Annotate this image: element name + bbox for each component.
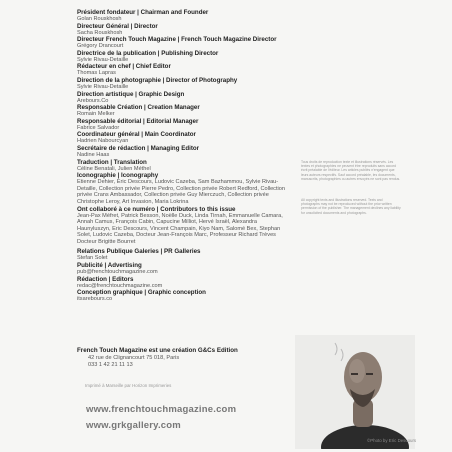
credit-entry <box>77 77 292 91</box>
portrait-photo <box>295 335 415 449</box>
credit-role: Président fondateur | Chairman and Founder <box>77 9 209 16</box>
credit-entry <box>77 206 292 246</box>
credit-entry <box>77 50 292 64</box>
credit-name: pub@frenchtouchmagazine.com <box>77 269 158 276</box>
credit-entry <box>77 262 292 276</box>
credit-role: Traduction | Translation <box>77 158 147 166</box>
legal-notice-en: All copyright texts and illustrations reserved. Texts and photographs may not be reproduced without the prior written permission of the publisher. The management declines any liability for unsolicited documents and photographs. <box>301 198 401 215</box>
credit-entry <box>77 118 292 132</box>
address-line: 42 rue de Clignancourt 75 018, Paris <box>88 355 180 361</box>
credit-name: redac@frenchtouchmagazine.com <box>77 282 163 289</box>
credit-name: Arebours.Co <box>77 97 109 104</box>
photo-caption: ©Photo by Eric Descours <box>367 438 417 443</box>
credit-name: Fabrice Salvador <box>77 124 120 131</box>
credit-entry <box>77 145 292 159</box>
credit-entry <box>77 23 292 37</box>
credit-name: Etienne Dehier, Eric Descours, Ludovic Cazeba, Sam Bazhammou, Sylvie Rivau-Detaille, Collection privée Pierre Pedro, Collection privée Robert Redford, Collection privée Crans Ambassador, Collection privée Guy Mierczuch, Collection privée Christophe Leroy, Art Invasion, Maria Lokrina <box>77 179 286 205</box>
credit-name: Sylvie Rivau-Detaille <box>77 83 129 90</box>
credit-entry <box>77 289 292 303</box>
credit-entry <box>77 131 292 145</box>
credit-role: Ont collaboré à ce numéro | Contributors to this issue <box>77 205 236 213</box>
credit-role: Secrétaire de rédaction | Managing Editor <box>77 144 200 152</box>
credit-name: Céline Benatali, Julien Méthel <box>77 165 151 172</box>
credit-name: Nadine Haas <box>77 151 110 158</box>
credit-entry <box>77 248 292 262</box>
credits-column <box>77 9 292 303</box>
credit-entry <box>77 91 292 105</box>
credit-role: Responsable Création | Creation Manager <box>77 104 200 112</box>
credit-name: Golan Rouskhosh <box>77 16 122 22</box>
credit-role: Directeur French Touch Magazine | French Touch Magazine Director <box>77 36 277 44</box>
credit-name: Thomas Lapras <box>77 70 116 77</box>
credit-role: Rédaction | Editors <box>77 275 134 283</box>
credit-entry <box>77 172 292 205</box>
publisher-address <box>88 355 179 368</box>
credit-name: Stefan Solet <box>77 255 108 262</box>
credit-entry <box>77 9 292 23</box>
magazine-url-link[interactable]: www.frenchtouchmagazine.com <box>86 404 237 415</box>
gallery-url-link[interactable]: www.grkgallery.com <box>86 420 181 431</box>
credit-role: Directrice de la publication | Publishing Director <box>77 49 219 57</box>
printer-note: Imprimé à Marseille par Horizon Imprimeries <box>85 383 172 388</box>
credit-entry <box>77 104 292 118</box>
phone-line: 033 1 42 21 11 13 <box>88 361 133 368</box>
credit-role: Publicité | Advertising <box>77 262 142 270</box>
credit-entry <box>77 36 292 50</box>
credit-name: Sacha Rouskhosh <box>77 29 123 36</box>
credit-entry <box>77 63 292 77</box>
legal-notice-fr: Tous droits de reproduction texte et illustrations réservés. Les textes et photographies ne peuvent être reproduits sans accord écrit préalable de l'éditeur. Les articles publiés n'engagent que leurs auteurs respectifs. Sauf accord préalable, les documents, manuscrits, photographies ou autres envoyés ne sont pas rendus. <box>301 160 401 181</box>
credit-role: Conception graphique | Graphic conception <box>77 289 206 297</box>
credit-role: Relations Publique Galeries | PR Galleries <box>77 248 201 256</box>
credit-name: Sylvie Rivau-Detaille <box>77 56 129 63</box>
credit-name: Jean-Pax Méfret, Patrick Besson, Noëlle Duck, Linda Tirnah, Emmanuelle Camara, Annah Camus, François Cabin, Capucine Milliot, Hervé Israël, Alexandra Haunyluszyn, Eric Descours, Vincent Champain, Kiyo Nam, Salomé Bex, Stephan Solet, Ludovic Cazeba, Docteur Jean-François Marc, Professeur Richard Trèves Docteur Brigitte Bourret <box>77 212 283 245</box>
credit-entry <box>77 159 292 173</box>
credit-name: Romain Melker <box>77 111 115 118</box>
credit-name: Hadrien Nabourcyan <box>77 138 129 145</box>
credit-entry <box>77 276 292 290</box>
credit-role: Direction de la photographie | Director of Photography <box>77 76 238 84</box>
credit-role: Directeur Général | Director <box>77 22 158 30</box>
credit-role: Responsable éditorial | Editorial Manager <box>77 117 199 125</box>
credit-role: Iconographie | Iconography <box>77 172 159 180</box>
credit-name: itsarebours.co <box>77 296 113 303</box>
credit-role: Rédacteur en chef | Chief Editor <box>77 63 171 71</box>
publisher-line: French Touch Magazine est une création G&Cs Edition <box>77 347 238 354</box>
credit-name: Grégory Drancourt <box>77 43 124 50</box>
portrait-illustration <box>295 335 415 449</box>
credit-role: Coordinateur général | Main Coordinator <box>77 131 196 139</box>
credit-role: Direction artistique | Graphic Design <box>77 90 185 98</box>
